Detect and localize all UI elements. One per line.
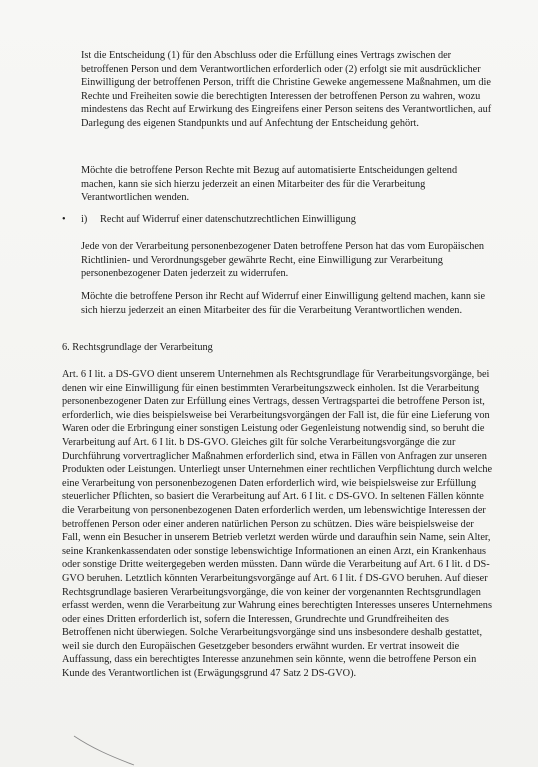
bullet-marker: • [62,214,66,225]
heading-text: 6. Rechtsgrundlage der Verarbeitung [62,342,213,353]
paragraph-text: Jede von der Verarbeitung personenbezogener Daten betroffene Person hat das vom Europäischen Richtlinien- und Verordnungsgeber gewährte Recht, eine Einwilligung zur Verarbeitung personenbezogener Daten jederzeit zu widerrufen. [81,241,485,280]
paragraph-text: Möchte die betroffene Person Rechte mit Bezug auf automatisierte Entscheidungen geltend machen, kann sie sich hierzu jederzeit an einen Mitarbeiter des für die Verarbeitung Verantwortlichen wenden. [81,165,458,204]
paragraph-automated-decision-contact [81,164,493,205]
handwritten-stroke-mark [70,730,150,767]
paragraph-automated-decision-measures [81,49,493,131]
bullet-number: i) [81,214,88,225]
paragraph-legal-basis [62,368,494,681]
paragraph-text: Möchte die betroffene Person ihr Recht auf Widerruf einer Einwilligung geltend machen, kann sie sich hierzu jederzeit an einen Mitarbeiter des für die Verarbeitung Verantwortlichen wenden. [81,291,486,316]
paragraph-withdrawal-right [81,240,493,281]
section-heading-legal-basis [62,341,492,355]
paragraph-text: Ist die Entscheidung (1) für den Abschluss oder die Erfüllung eines Vertrags zwischen der betroffenen Person und dem Verantwortlichen erforderlich oder (2) erfolgt sie mit ausdrücklicher Einwilligung der betroffenen Person, trifft die Christine Geweke angemessene Maßnahmen, um die Rechte und Freiheiten sowie die berechtigten Interessen der betroffenen Person zu wahren, wozu mindestens das Recht auf Erwirkung des Eingreifens einer Person seitens des Verantwortlichen, auf Darlegung des eigenen Standpunkts und auf Anfechtung der Entscheidung gehört. [81,50,492,129]
bullet-heading-text: Recht auf Widerruf einer datenschutzrechtlichen Einwilligung [100,214,356,225]
paragraph-withdrawal-contact [81,290,493,317]
paragraph-text: Art. 6 I lit. a DS-GVO dient unserem Unternehmen als Rechtsgrundlage für Verarbeitungsvorgänge, bei denen wir eine Einwilligung für einen bestimmten Verarbeitungszweck einholen. Ist die Verarbeitung personenbezogener Daten zur Erfüllung eines Vertrags, dessen Vertragspartei die betroffene Person ist, erforderlich, wie dies beispielsweise bei Verarbeitungsvorgängen der Fall ist, die für eine Lieferung von Waren oder die Erbringung einer sonstigen Leistung oder Gegenleistung notwendig sind, so beruht die Verarbeitung auf Art. 6 I lit. b DS-GVO. Gleiches gilt für solche Verarbeitungsvorgänge die zur Durchführung vorvertraglicher Maßnahmen erforderlich sind, etwa in Fällen von Anfragen zur unseren Produkten oder Leistungen. Unterliegt unser Unternehmen einer rechtlichen Verpflichtung durch welche eine Verarbeitung von personenbezogenen Daten erforderlich wird, wie beispielsweise zur Erfüllung steuerlicher Pflichten, so basiert die Verarbeitung auf Art. 6 I lit. c DS-GVO. In seltenen Fällen könnte die Verarbeitung von personenbezogenen Daten erforderlich werden, um lebenswichtige Interessen der betroffenen Person oder einer anderen natürlichen Person zu schützen. Dies wäre beispielsweise der Fall, wenn ein Besucher in unserem Betrieb verletzt werden würde und daraufhin sein Name, sein Alter, seine Krankenkassendaten oder sonstige lebenswichtige Informationen an einen Arzt, ein Krankenhaus oder sonstige Dritte weitergegeben werden müssten. Dann würde die Verarbeitung auf Art. 6 I lit. d DS-GVO beruhen. Letztlich könnten Verarbeitungsvorgänge auf Art. 6 I lit. f DS-GVO beruhen. Auf dieser Rechtsgrundlage basieren Verarbeitungsvorgänge, die von keiner der vorgenannten Rechtsgrundlagen erfasst werden, wenn die Verarbeitung zur Wahrung eines berechtigten Interesses unseres Unternehmens oder eines Dritten erforderlich ist, sofern die Interessen, Grundrechte und Grundfreiheiten des Betroffenen nicht überwiegen. Solche Verarbeitungsvorgänge sind uns insbesondere deshalb gestattet, weil sie durch den Europäischen Gesetzgeber besonders erwähnt wurden. Er vertrat insoweit die Auffassung, dass ein berechtigtes Interesse anzunehmen sein könnte, wenn die betroffene Person ein Kunde des Verantwortlichen ist (Erwägungsgrund 47 Satz 2 DS-GVO). [62,369,493,680]
